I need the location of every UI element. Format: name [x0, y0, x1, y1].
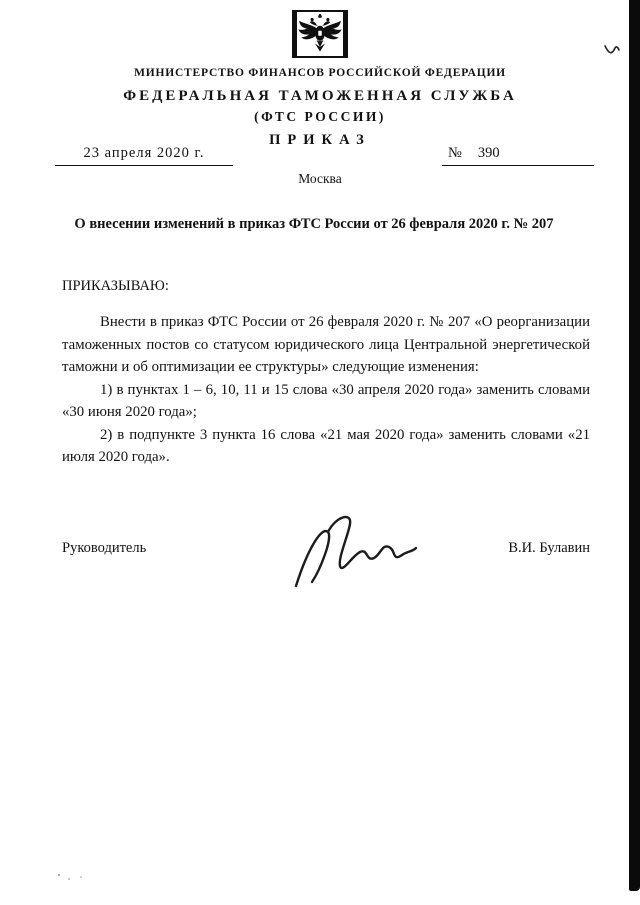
- handwritten-signature: [278, 508, 428, 603]
- document-number: 390: [477, 145, 500, 161]
- order-paragraph: Внести в приказ ФТС России от 26 февраля 2020 г. № 207 «О реорганизации таможенных постов со статусом юридического лица Центральной энергетической таможни и об оптимизации ее структуры» следующие изменения:: [62, 314, 590, 375]
- issue-city: Москва: [298, 171, 342, 186]
- scan-noise-dots: [58, 874, 60, 876]
- service-short-name: (ФТС РОССИИ): [254, 109, 386, 124]
- order-item-1: 1) в пунктах 1 – 6, 10, 11 и 15 слова «30 апреля 2020 года» заменить словами «30 июня 2020 года»;: [62, 381, 590, 420]
- signer-position: Руководитель: [62, 540, 147, 556]
- signer-name: В.И. Булавин: [508, 540, 590, 556]
- ministry-name: МИНИСТЕРСТВО ФИНАНСОВ РОССИЙСКОЙ ФЕДЕРАЦИИ: [134, 67, 506, 79]
- order-item-2: 2) в подпункте 3 пункта 16 слова «21 мая 2020 года» заменить словами «21 июля 2020 года».: [62, 426, 590, 465]
- order-title: О внесении изменений в приказ ФТС России от 26 февраля 2020 г. № 207: [74, 216, 554, 232]
- order-body: [62, 311, 590, 469]
- pen-check-mark-icon: [602, 42, 622, 60]
- coat-of-arms-icon: [292, 10, 348, 58]
- order-operative-word: ПРИКАЗЫВАЮ:: [62, 278, 169, 294]
- service-name: ФЕДЕРАЛЬНАЯ ТАМОЖЕННАЯ СЛУЖБА: [123, 88, 517, 104]
- number-sign-label: №: [448, 145, 462, 161]
- document-type-heading: ПРИКАЗ: [269, 132, 371, 148]
- document-number-block: [442, 145, 594, 166]
- document-date: 23 апреля 2020 г.: [55, 145, 233, 166]
